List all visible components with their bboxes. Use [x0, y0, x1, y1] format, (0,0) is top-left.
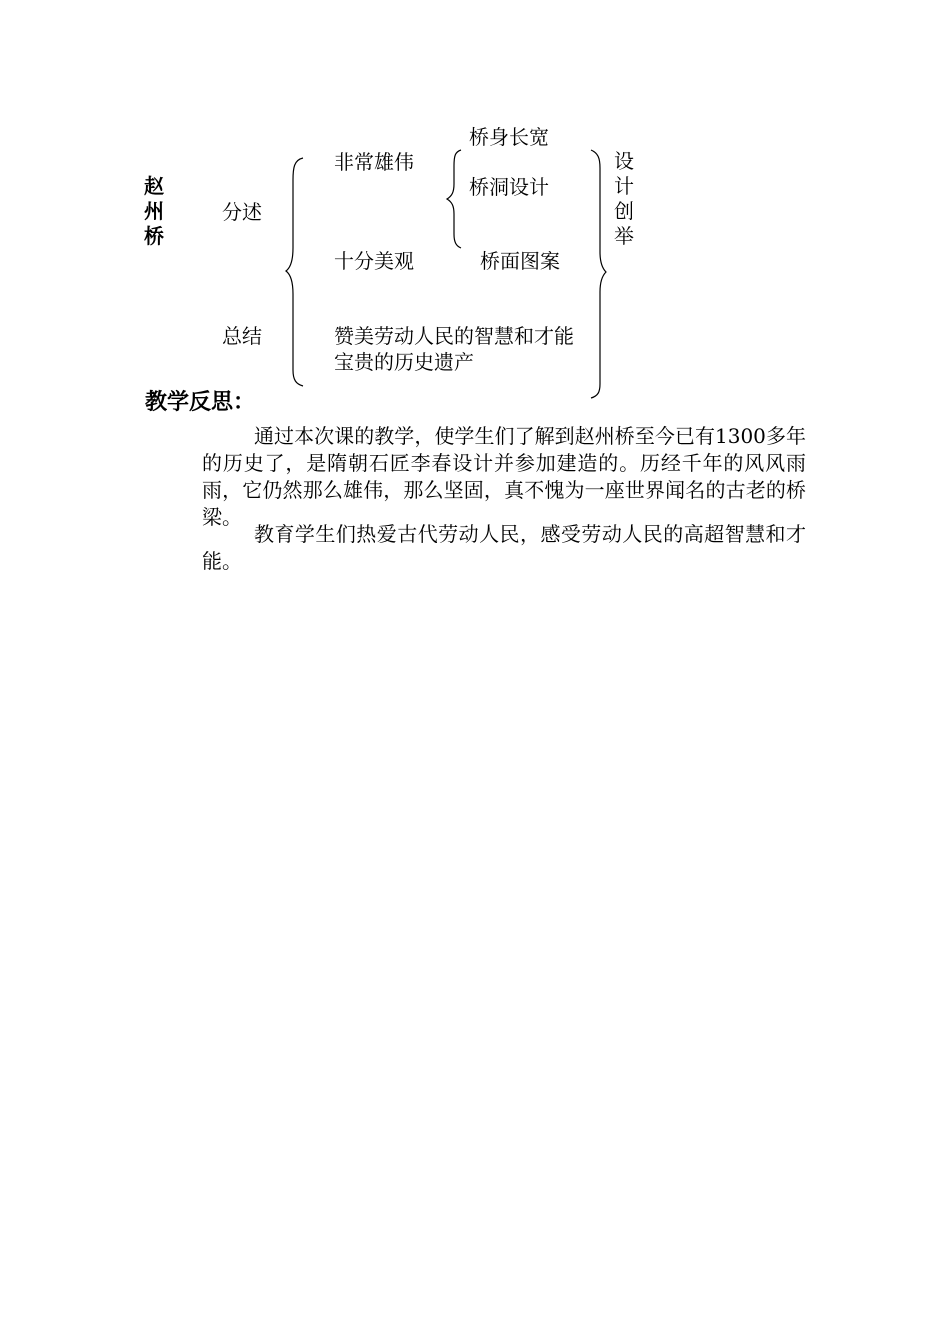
detail-label: 分述 — [222, 200, 262, 224]
right-brace-large — [591, 150, 606, 398]
item-majestic: 非常雄伟 — [334, 150, 414, 174]
topic-title: 赵州桥 — [144, 174, 164, 248]
sub-deck-pattern: 桥面图案 — [480, 249, 560, 273]
reflection-paragraph-2: 教育学生们热爱古代劳动人民，感受劳动人民的高超智慧和才能。 — [202, 522, 806, 573]
summary-line-2: 宝贵的历史遗产 — [334, 350, 474, 374]
sub-length-width: 桥身长宽 — [469, 125, 549, 149]
design-innovation: 设计创举 — [614, 149, 634, 248]
outline-braces — [0, 0, 950, 420]
left-brace-small — [447, 150, 461, 248]
item-beautiful: 十分美观 — [334, 249, 414, 273]
reflection-heading: 教学反思： — [145, 390, 256, 415]
summary-label: 总结 — [222, 324, 262, 348]
reflection-paragraph-1: 通过本次课的教学，使学生们了解到赵州桥至今已有1300多年的历史了，是隋朝石匠李春设计并参加建造的。历经千年的风风雨雨，它仍然那么雄伟，那么坚固，真不愧为一座世界闻名的古老的桥梁。 — [202, 424, 806, 529]
sub-arch-design: 桥洞设计 — [469, 175, 549, 199]
summary-line-1: 赞美劳动人民的智慧和才能 — [334, 324, 574, 348]
left-brace-large — [286, 158, 303, 386]
